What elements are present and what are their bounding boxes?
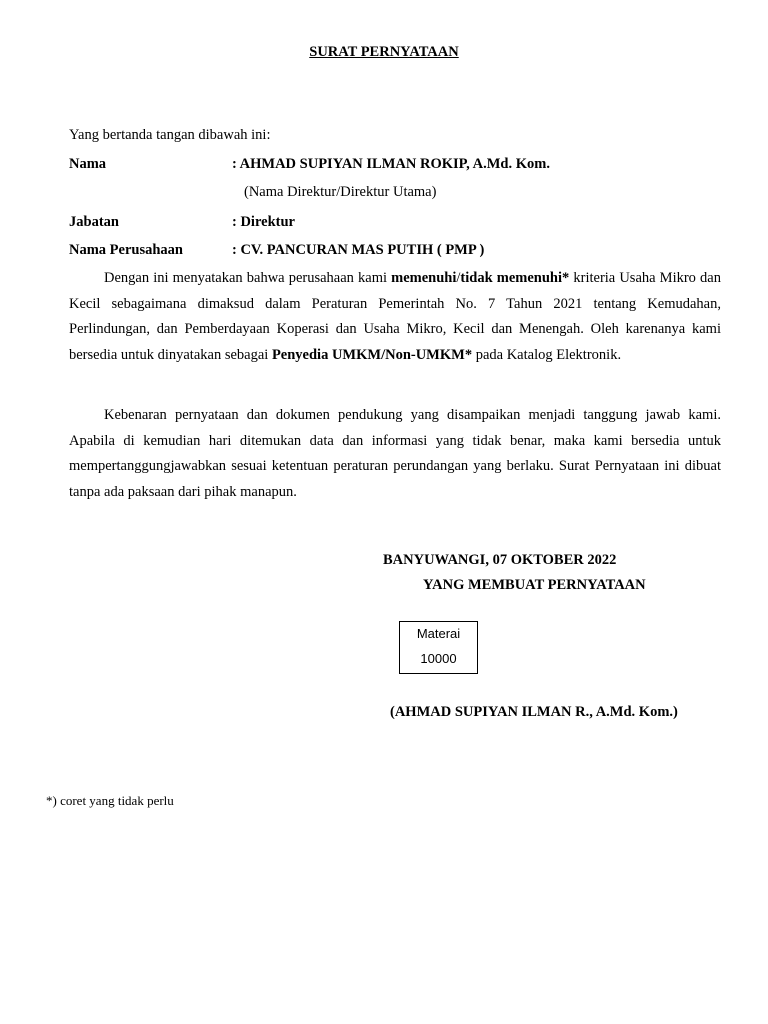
statement-text-2: kriteria Usaha Mikro dan Kecil sebagaimana dimaksud dalam Peraturan Pemerintah No. 7 Tahun 2021 tentang Kemudahan, Perlindungan, dan Pemberdayaan Koperasi dan Usaha Mikro, Kecil dan Menengah. Oleh karenanya kami bersedia untuk dinyatakan sebagai	[69, 270, 721, 363]
nama-value: : AHMAD SUPIYAN ILMAN ROKIP, A.Md. Kom.	[232, 156, 550, 172]
statement-bold-penyedia: Penyedia UMKM/Non-UMKM*	[271, 346, 473, 363]
signer-name: (AHMAD SUPIYAN ILMAN R., A.Md. Kom.)	[390, 704, 678, 720]
footnote: *) coret yang tidak perlu	[46, 793, 174, 808]
document-title: SURAT PERNYATAAN	[309, 44, 459, 60]
perusahaan-label: Nama Perusahaan	[69, 242, 183, 258]
statement-paragraph	[69, 266, 721, 368]
jabatan-value: : Direktur	[232, 214, 295, 230]
jabatan-label: Jabatan	[69, 214, 119, 230]
statement-bold-memenuhi: memenuhi	[391, 270, 457, 286]
stamp-box	[399, 621, 478, 674]
intro-text: Yang bertanda tangan dibawah ini:	[69, 127, 271, 143]
statement-bold-tidak-memenuhi: tidak memenuhi*	[460, 270, 570, 286]
nama-note: (Nama Direktur/Direktur Utama)	[244, 184, 437, 200]
statement-slash: /	[456, 270, 461, 286]
nama-label: Nama	[69, 156, 107, 172]
stamp-value: 10000	[420, 651, 457, 666]
statement-text-1: Dengan ini menyatakan bahwa perusahaan kami	[104, 270, 392, 286]
statement-text-3: pada Katalog Elektronik.	[472, 346, 622, 363]
place-date: BANYUWANGI, 07 OKTOBER 2022	[383, 552, 617, 568]
stamp-label: Materai	[416, 626, 461, 641]
responsibility-paragraph: Kebenaran pernyataan dan dokumen pendukung yang disampaikan menjadi tanggung jawab kami. Apabila di kemudian hari ditemukan data dan informasi yang tidak benar, maka kami bersedia untuk mempertanggungjawabkan sesuai ketentuan peraturan perundangan yang berlaku. Surat Pernyataan ini dibuat tanpa ada paksaan dari pihak manapun.	[69, 407, 721, 500]
maker-label: YANG MEMBUAT PERNYATAAN	[423, 577, 646, 593]
perusahaan-value: : CV. PANCURAN MAS PUTIH ( PMP )	[232, 242, 485, 258]
